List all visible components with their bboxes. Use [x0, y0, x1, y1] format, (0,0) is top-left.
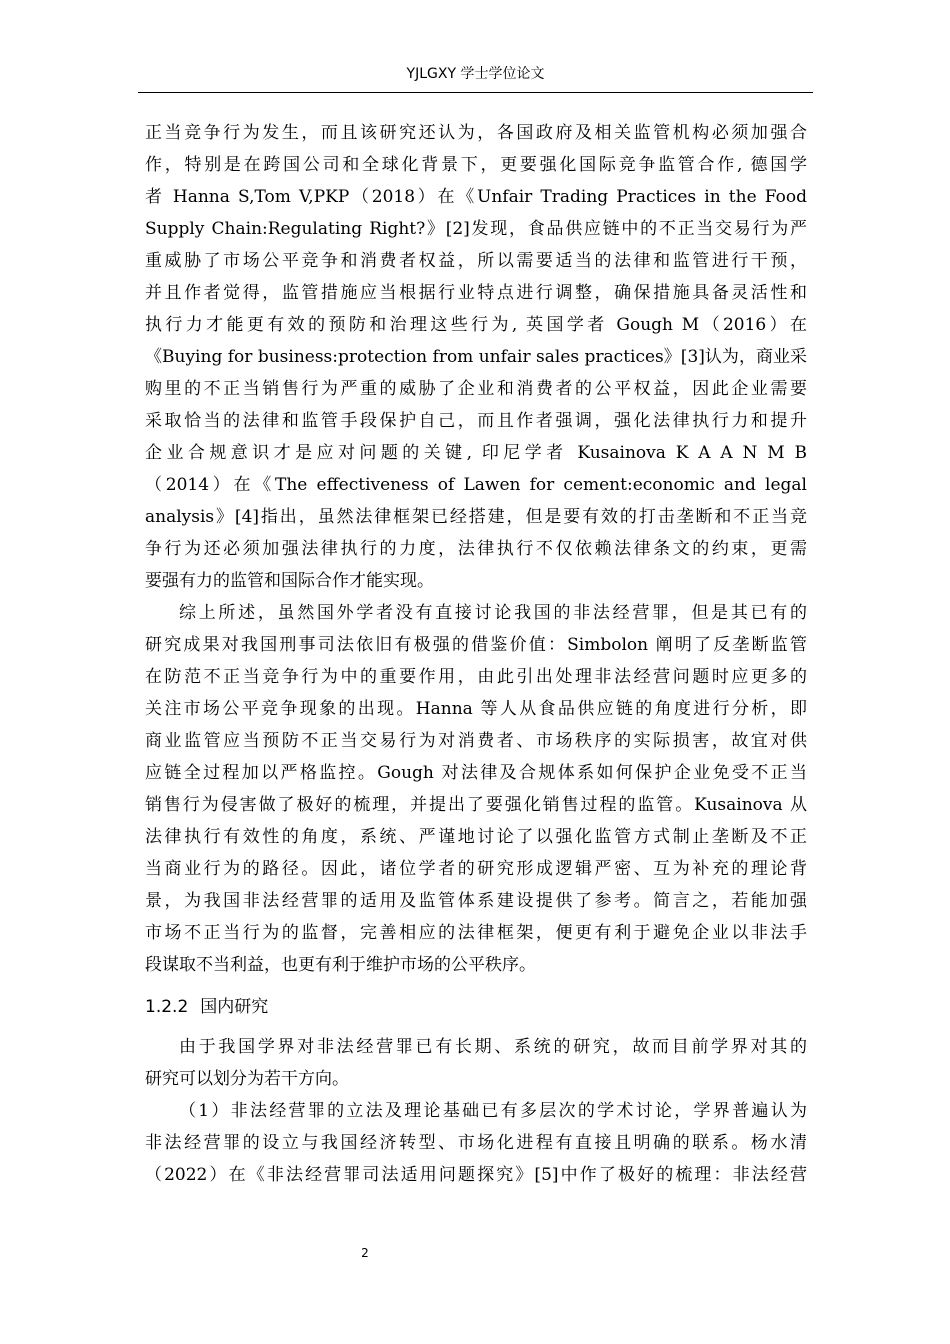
text-line: 要强有力的监管和国际合作才能实现。	[145, 571, 434, 591]
text-line: 正当竞争行为发生，而且该研究还认为，各国政府及相关监管机构必须加强合	[145, 123, 807, 143]
text-line: 在防范不正当竞争行为中的重要作用，由此引出处理非法经营问题时应更多的	[145, 667, 807, 687]
header-divider	[138, 92, 813, 93]
text-line: 非法经营罪的设立与我国经济转型、市场化进程有直接且明确的联系。杨水清	[145, 1133, 807, 1153]
text-line: 法律执行有效性的角度，系统、严谨地讨论了以强化监管方式制止垄断及不正	[145, 827, 807, 847]
text-line: 商业监管应当预防不正当交易行为对消费者、市场秩序的实际损害，故宜对供	[145, 731, 807, 751]
paragraph-summary	[145, 597, 807, 981]
text-line: 段谋取不当利益，也更有利于维护市场的公平秩序。	[145, 955, 536, 975]
paragraph-domestic-intro	[145, 1031, 807, 1095]
text-line: 并且作者觉得，监管措施应当根据行业特点进行调整，确保措施具备灵活性和	[145, 283, 807, 303]
page-number: 2	[361, 1246, 369, 1260]
text-line: 采取恰当的法律和监管手段保护自己，而且作者强调，强化法律执行力和提升	[145, 411, 807, 431]
text-line: 购里的不正当销售行为严重的威胁了企业和消费者的公平权益，因此企业需要	[145, 379, 807, 399]
text-line: （2014）在《The effectiveness of Lawen for cement:economic and legal	[145, 475, 807, 495]
text-line: （2022）在《非法经营罪司法适用问题探究》[5]中作了极好的梳理：非法经营	[145, 1165, 807, 1185]
text-line: 企业合规意识才是应对问题的关键, 印尼学者 Kusainova K A A N M B	[145, 443, 807, 463]
text-line: 销售行为侵害做了极好的梳理，并提出了要强化销售过程的监管。Kusainova 从	[145, 795, 807, 815]
text-line: 研究可以划分为若干方向。	[145, 1069, 349, 1089]
text-line: 关注市场公平竞争现象的出现。Hanna 等人从食品供应链的角度进行分析，即	[145, 699, 807, 719]
text-line: 景，为我国非法经营罪的适用及监管体系建设提供了参考。简言之，若能加强	[145, 891, 807, 911]
document-body	[145, 117, 807, 1191]
text-line: 应链全过程加以严格监控。Gough 对法律及合规体系如何保护企业免受不正当	[145, 763, 807, 783]
section-title: 国内研究	[200, 997, 269, 1017]
text-line: 综上所述，虽然国外学者没有直接讨论我国的非法经营罪，但是其已有的	[179, 603, 807, 623]
text-line: 《Buying for business:protection from unfair sales practices》[3]认为，商业采	[145, 347, 807, 367]
text-line: （1）非法经营罪的立法及理论基础已有多层次的学术讨论，学界普遍认为	[179, 1101, 807, 1121]
text-line: 研究成果对我国刑事司法依旧有极强的借鉴价值：Simbolon 阐明了反垄断监管	[145, 635, 807, 655]
text-line: analysis》[4]指出，虽然法律框架已经搭建，但是要有效的打击垄断和不正当竞	[145, 507, 807, 527]
text-line: 争行为还必须加强法律执行的力度，法律执行不仅依赖法律条文的约束，更需	[145, 539, 807, 559]
running-header: YJLGXY 学士学位论文	[406, 66, 545, 82]
text-line: 由于我国学界对非法经营罪已有长期、系统的研究，故而目前学界对其的	[179, 1037, 807, 1057]
section-heading	[145, 991, 807, 1023]
text-line: 执行力才能更有效的预防和治理这些行为, 英国学者 Gough M（2016）在	[145, 315, 807, 335]
text-line: 市场不正当行为的监督，完善相应的法律框架，便更有利于避免企业以非法手	[145, 923, 807, 943]
text-line: 者 Hanna S,Tom V,PKP（2018）在《Unfair Trading Practices in the Food	[145, 187, 807, 207]
text-line: 作，特别是在跨国公司和全球化背景下，更要强化国际竞争监管合作, 德国学	[145, 155, 807, 175]
paragraph-foreign-research-continued	[145, 117, 807, 597]
text-line: Supply Chain:Regulating Right?》[2]发现，食品供应链中的不正当交易行为严	[145, 219, 807, 239]
text-line: 当商业行为的路径。因此，诸位学者的研究形成逻辑严密、互为补充的理论背	[145, 859, 807, 879]
text-line: 重威胁了市场公平竞争和消费者权益，所以需要适当的法律和监管进行干预，	[145, 251, 807, 271]
section-number: 1.2.2	[145, 997, 189, 1017]
paragraph-domestic-point-1	[145, 1095, 807, 1191]
